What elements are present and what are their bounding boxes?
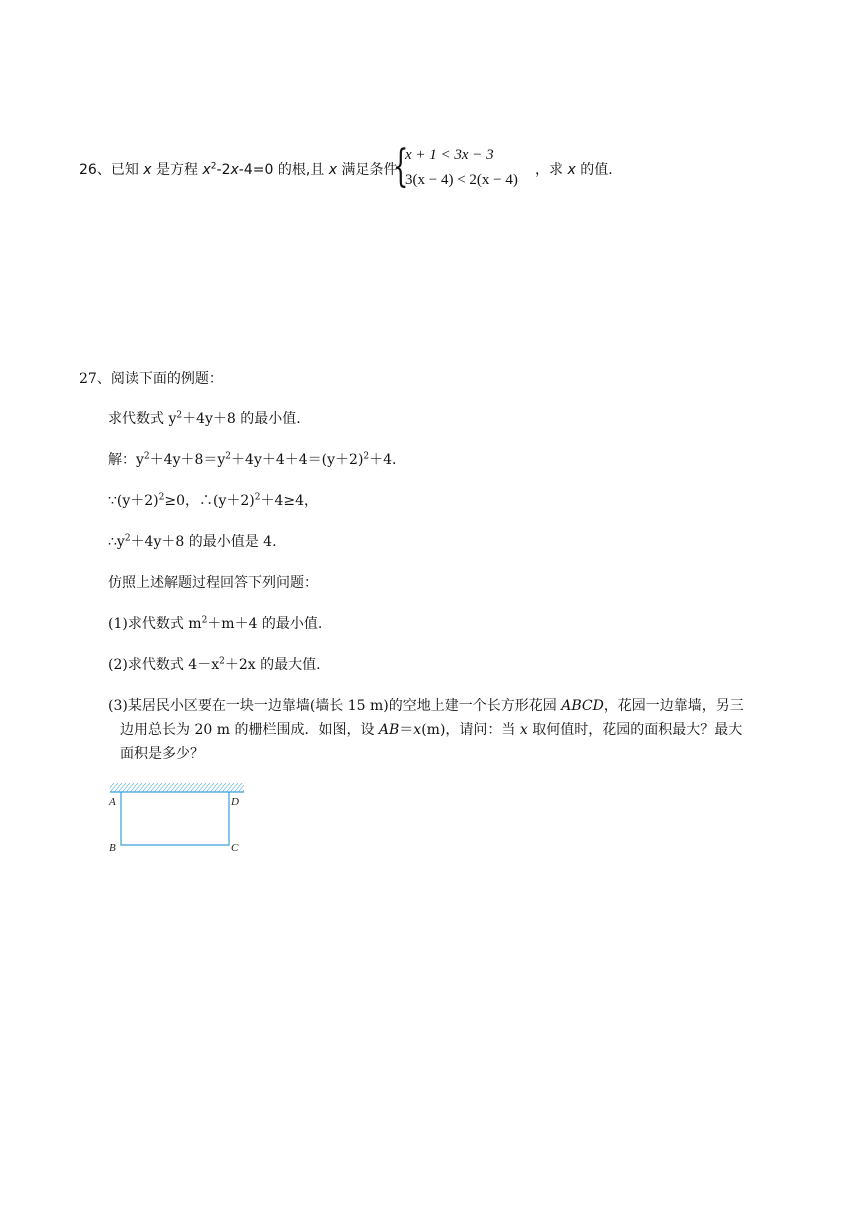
- inequality-2: 3(x − 4) < 2(x − 4): [405, 172, 518, 188]
- example-problem: 求代数式 $y^2+4y+8$ 的最小值.: [108, 410, 301, 427]
- label-d: D: [231, 796, 239, 808]
- left-brace-icon: {: [393, 141, 409, 192]
- example-solution: 解：$y^2+4y+8=y^2+4y+4+4=(y+2)^2+4$.: [108, 451, 397, 468]
- question-number: 26、: [79, 162, 111, 178]
- question-27-header: 27、阅读下面的例题：: [79, 371, 223, 387]
- label-b: B: [109, 842, 116, 854]
- wall-hatching: [110, 783, 244, 792]
- label-c: C: [231, 842, 239, 854]
- label-a: A: [109, 796, 116, 808]
- question-26-tail: ，求 x 的值.: [535, 162, 613, 178]
- question-26: 26、已知 x 是方程 $x^2-2x-4=0$ 的根,且 x 满足条件: [79, 161, 398, 178]
- garden-figure: [104, 780, 254, 856]
- inequality-1: x + 1 < 3x − 3: [405, 147, 494, 163]
- sub-question-2: (2)求代数式 $4-x^2+2x$ 的最大值.: [108, 656, 321, 673]
- therefore-line: $\therefore y^2+4y+8$ 的最小值是 4.: [108, 533, 277, 550]
- instruction: 仿照上述解题过程回答下列问题：: [108, 575, 318, 591]
- inequality-system: [393, 141, 533, 196]
- sub-question-3: (3)某居民小区要在一块一边靠墙(墙长 15 m)的空地上建一个长方形花园 ABCD，花园一边靠墙，另三 边用总长为 20 m 的栅栏围成．如图，设 AB＝x(m)，请问：当 x 取何值时，花园的面积最大？最大 面积是多少？: [108, 698, 744, 762]
- fence-rectangle: [121, 792, 229, 845]
- sub-question-1: (1)求代数式 $m^2+m+4$ 的最小值.: [108, 615, 323, 632]
- because-line: $\because(y+2)^2\ge 0$，$\therefore(y+2)^2+4\ge 4$，: [108, 492, 319, 509]
